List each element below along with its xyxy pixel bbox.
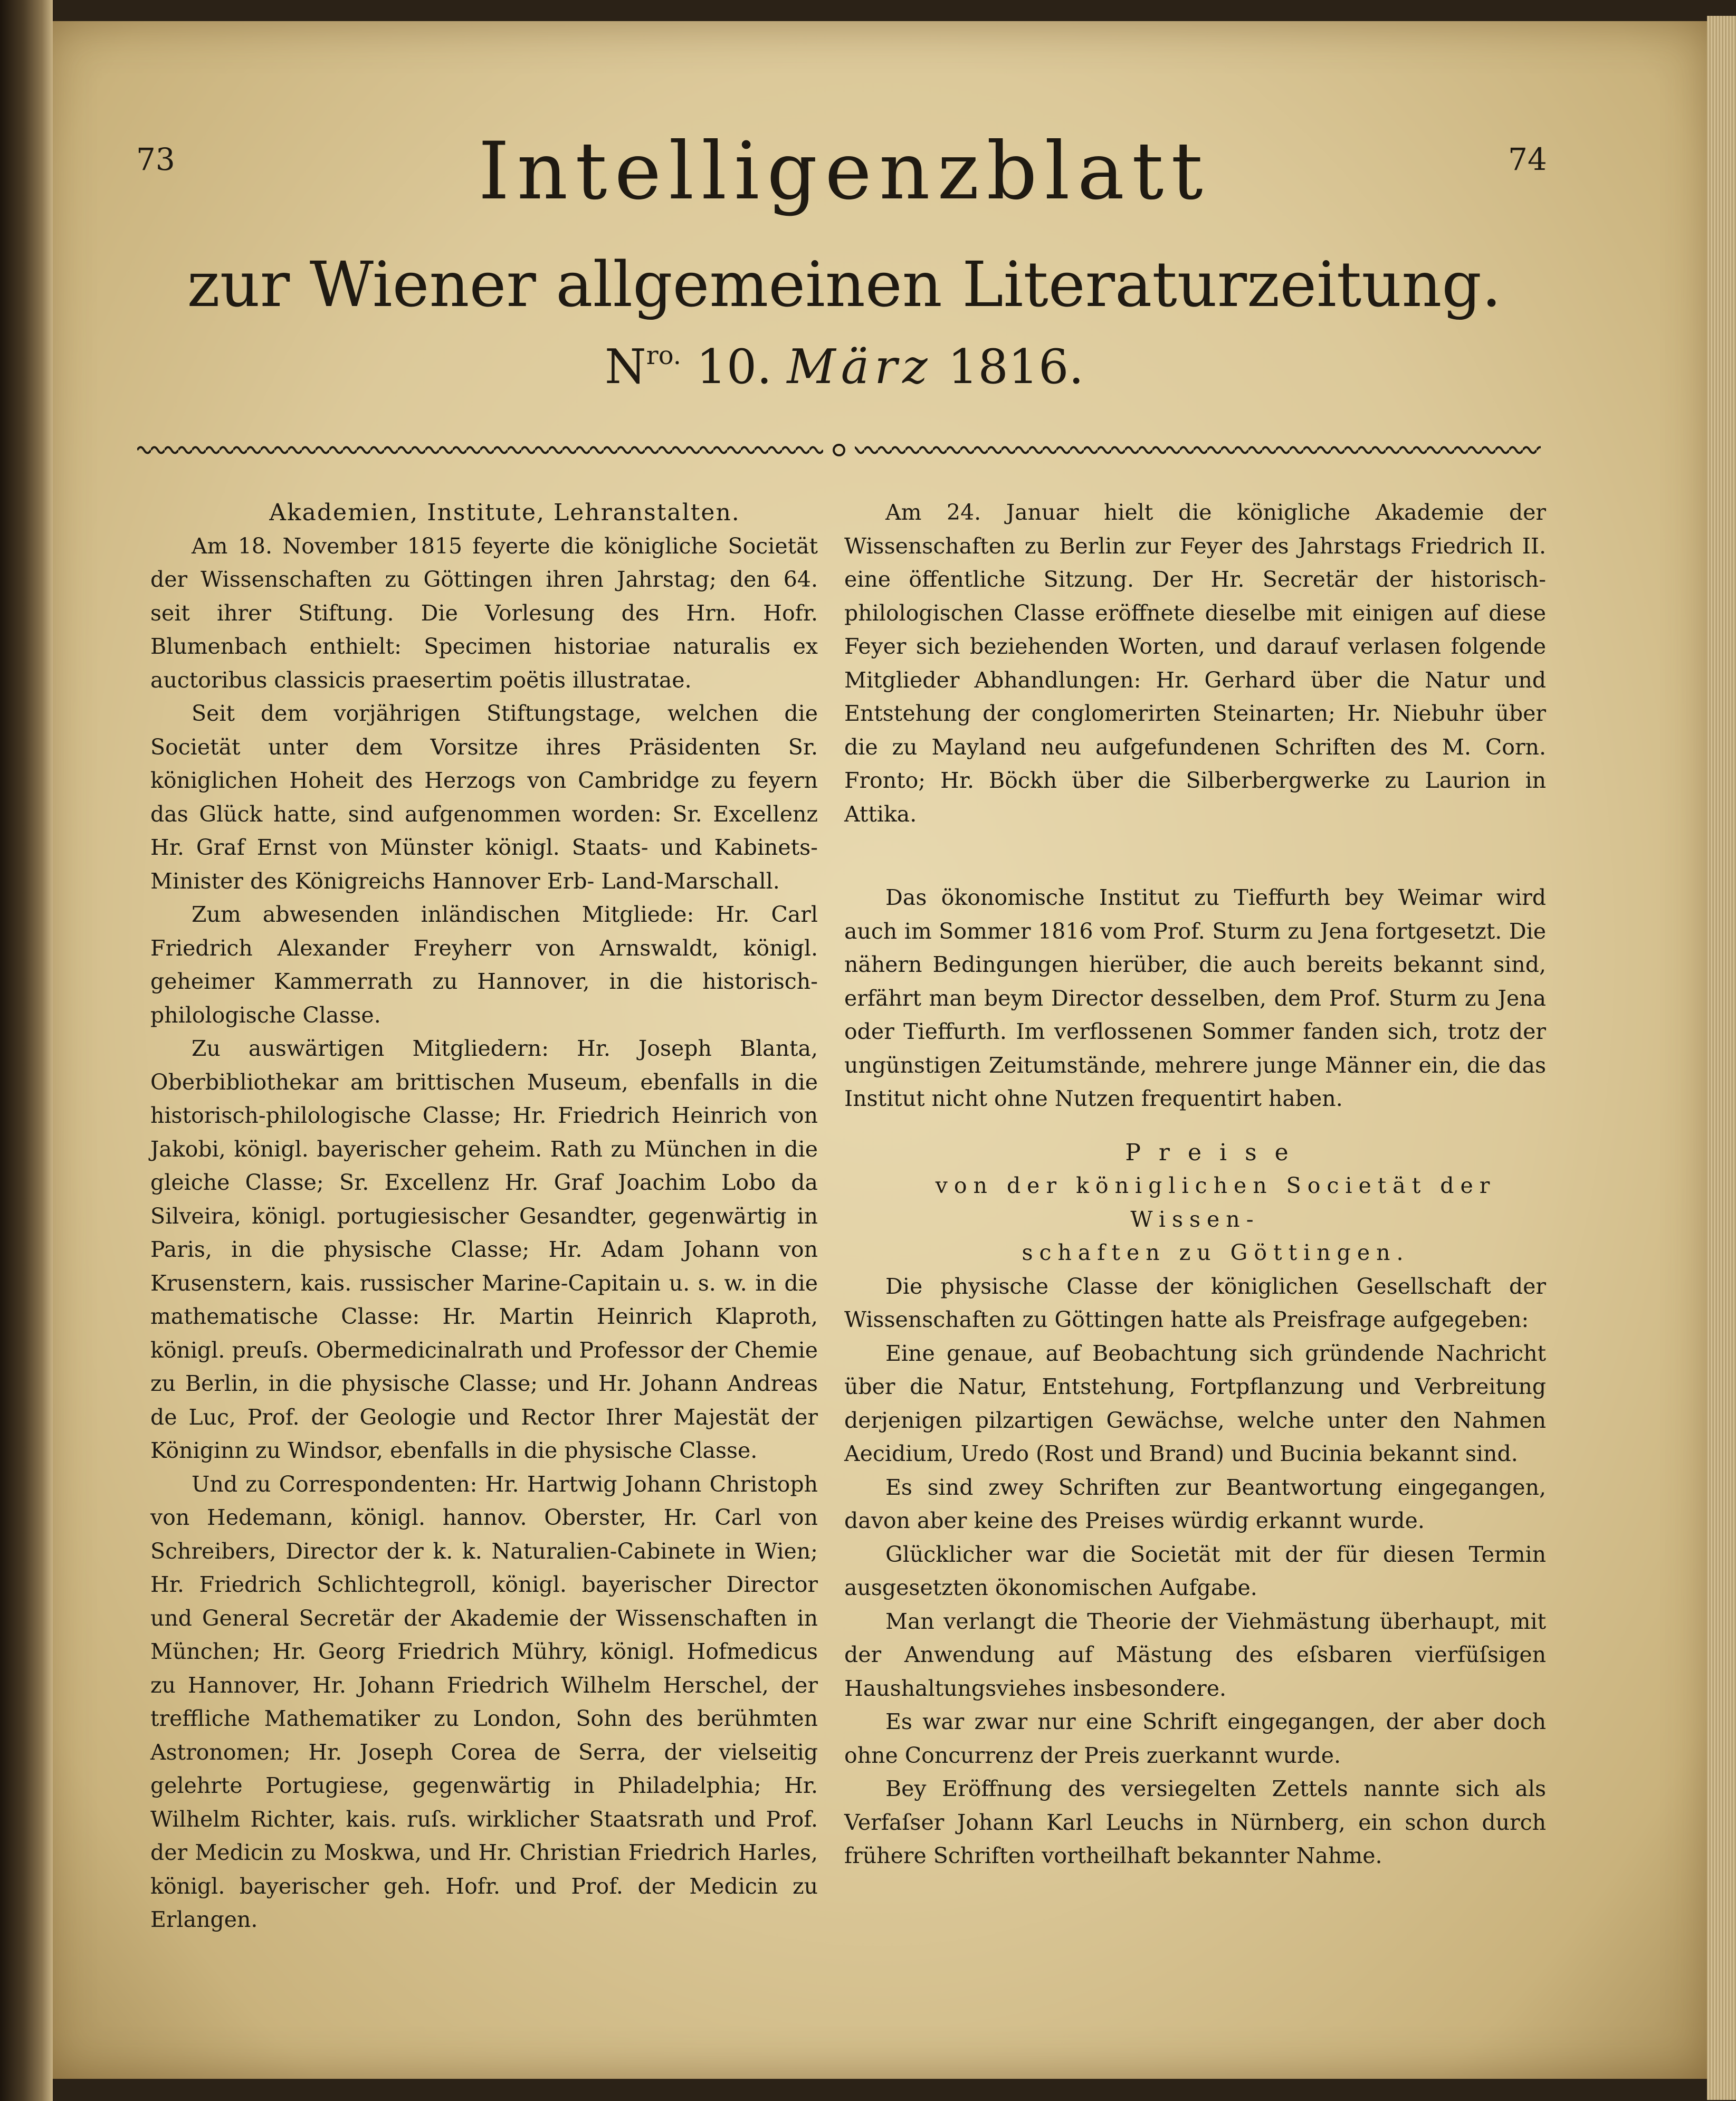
prize-subheading-line2: schaften zu Göttingen. bbox=[1022, 1240, 1410, 1265]
page-number-left: 73 bbox=[136, 141, 175, 177]
paragraph-winner: Bey Eröffnung des versiegelten Zettels nannte sich als Verfaſser Johann Karl Leuchs in Nürnberg, ein schon durch frühere Schriften vortheilhaft bekannter Nahme. bbox=[844, 1776, 1546, 1868]
paragraph-domestic-member: Zum abwesenden inländischen Mitgliede: Hr. Carl Friedrich Alexander Freyherr von Arnswaldt, königl. geheimer Kammerrath zu Hannover, in die historisch-philologische Classe. bbox=[150, 902, 818, 1028]
section-heading: Akademien, Institute, Lehranstalten. bbox=[269, 499, 740, 526]
page-number-right: 74 bbox=[1508, 141, 1547, 177]
paragraph-goettingen-jahrstag: Am 18. November 1815 feyerte die königliche Societät der Wissenschaften zu Göttingen ihren Jahrstag; den 64. seit ihrer Stiftung. Die Vorlesung des Hrn. Hofr. Blumenbach enthielt: Specimen historiae naturalis ex auctoribus classicis praesertim poëtis illustratae. bbox=[150, 533, 818, 693]
left-column bbox=[150, 496, 818, 1937]
masthead-subtitle: zur Wiener allgemeinen Literaturzeitung. bbox=[187, 248, 1502, 321]
paragraph-correspondents: Und zu Correspondenten: Hr. Hartwig Johann Christoph von Hedemann, königl. hannov. Oberster, Hr. Carl von Schreibers, Director der k. k. Naturalien-Cabinete in Wien; Hr. Friedrich Schlichtegroll, königl. bayerischer Director und General Secretär der Akademie der Wissenschaften in München; Hr. Georg Friedrich Mühry, königl. Hofmedicus zu Hannover, Hr. Johann Friedrich Wilhelm Herschel, der treffliche Mathematiker zu London, Sohn des berühmten Astronomen; Hr. Joseph Corea de Serra, der vielseitig gelehrte Portugiese, gegenwärtig in Philadelphia; Hr. Wilhelm Richter, kais. ruſs. wirklicher Staatsrath und Prof. der Medicin zu Moskwa, und Hr. Christian Friedrich Harles, königl. bayerischer geh. Hofr. und Prof. der Medicin zu Erlangen. bbox=[150, 1471, 818, 1932]
issue-line bbox=[158, 339, 1530, 395]
paragraph-prize-question: Die physische Classe der königlichen Gesellschaft der Wissenschaften zu Göttingen hatte als Preisfrage aufgegeben: bbox=[844, 1273, 1546, 1332]
issue-month: März bbox=[787, 339, 933, 395]
masthead-title: Intelligenzblatt bbox=[478, 126, 1210, 217]
spacer bbox=[844, 831, 1546, 881]
paragraph-berlin-academy: Am 24. Januar hielt die königliche Akademie der Wissenschaften zu Berlin zur Feyer des Jahrstags Friedrich II. eine öffentliche Sitzung. Der Hr. Secretär der historisch-philologischen Classe eröffnete dieselbe mit einigen auf diese Feyer sich beziehenden Worten, und darauf verlasen folgende Mitglieder Abhandlungen: Hr. Gerhard über die Natur und Entstehung der conglomerirten Steinarten; Hr. Niebuhr über die zu Mayland neu aufgefundenen Schriften des M. Corn. Fronto; Hr. Böckh über die Silberbergwerke zu Laurion in Attika. bbox=[844, 500, 1546, 827]
prize-heading: Preise bbox=[1125, 1139, 1306, 1166]
book-spine-shadow bbox=[0, 0, 53, 2101]
issue-prefix-sup: ro. bbox=[646, 341, 682, 370]
prize-subheading-line1: von der königlichen Societät der Wissen- bbox=[935, 1173, 1496, 1232]
ornamental-rule bbox=[137, 443, 1541, 457]
spacer bbox=[844, 1116, 1546, 1136]
paragraph-new-members: Seit dem vorjährigen Stiftungstage, welchen die Societät unter dem Vorsitze ihres Präsidenten Sr. königlichen Hoheit des Herzogs von Cambridge zu feyern das Glück hatte, sind aufgenommen worden: Sr. Excellenz Hr. Graf Ernst von Münster königl. Staats- und Kabinets-Minister des Königreichs Hannover Erb- Land-Marschall. bbox=[150, 701, 818, 894]
paragraph-prize-submissions: Es sind zwey Schriften zur Beantwortung eingegangen, davon aber keine des Preises würdig erkannt wurde. bbox=[844, 1474, 1546, 1533]
paragraph-fattening-theory: Man verlangt die Theorie der Viehmästung überhaupt, mit der Anwendung auf Mästung des eſsbaren vierfüſsigen Haushaltungsviehes insbesondere. bbox=[844, 1608, 1546, 1701]
right-column bbox=[844, 496, 1546, 1873]
issue-number: 10. bbox=[696, 339, 772, 395]
paragraph-prize-topic: Eine genaue, auf Beobachtung sich gründende Nachricht über die Natur, Entstehung, Fortpflanzung und Verbreitung derjenigen pilzartigen Gewächse, welche unter den Nahmen Aecidium, Uredo (Rost und Brand) und Bucinia bekannt sind. bbox=[844, 1340, 1546, 1466]
paragraph-tieffurth-institute: Das ökonomische Institut zu Tieffurth bey Weimar wird auch im Sommer 1816 vom Prof. Sturm zu Jena fortgesetzt. Die nähern Bedingungen hierüber, die auch bereits bekannt sind, erfährt man beym Director desselben, dem Prof. Sturm zu Jena oder Tieffurth. Im verflossenen Sommer fanden sich, trotz der ungünstigen Zeitumstände, mehrere junge Männer ein, die das Institut nicht ohne Nutzen frequentirt haben. bbox=[844, 885, 1546, 1111]
page-edges bbox=[1707, 16, 1736, 2100]
paragraph-foreign-members: Zu auswärtigen Mitgliedern: Hr. Joseph Blanta, Oberbibliothekar am brittischen Museum, ebenfalls in die historisch-philologische Classe; Hr. Friedrich Heinrich von Jakobi, königl. bayerischer geheim. Rath zu München in die gleiche Classe; Sr. Excellenz Hr. Graf Joachim Lobo da Silveira, königl. portugiesischer Gesandter, gegenwärtig in Paris, in die physische Classe; Hr. Adam Johann von Krusenstern, kais. russischer Marine-Capitain u. s. w. in die mathematische Classe: Hr. Martin Heinrich Klaproth, königl. preuſs. Obermedicinalrath und Professor der Chemie zu Berlin, in die physische Classe; und Hr. Johann Andreas de Luc, Prof. der Geologie und Rector Ihrer Majestät der Königinn zu Windsor, ebenfalls in die physische Classe. bbox=[150, 1036, 818, 1463]
paragraph-economic-task: Glücklicher war die Societät mit der für diesen Termin ausgesetzten ökonomischen Aufgabe. bbox=[844, 1541, 1546, 1600]
issue-year: 1816. bbox=[948, 339, 1084, 395]
issue-prefix: N bbox=[605, 339, 646, 395]
paragraph-prize-awarded: Es war zwar nur eine Schrift eingegangen, der aber doch ohne Concurrenz der Preis zuerkannt wurde. bbox=[844, 1709, 1546, 1768]
